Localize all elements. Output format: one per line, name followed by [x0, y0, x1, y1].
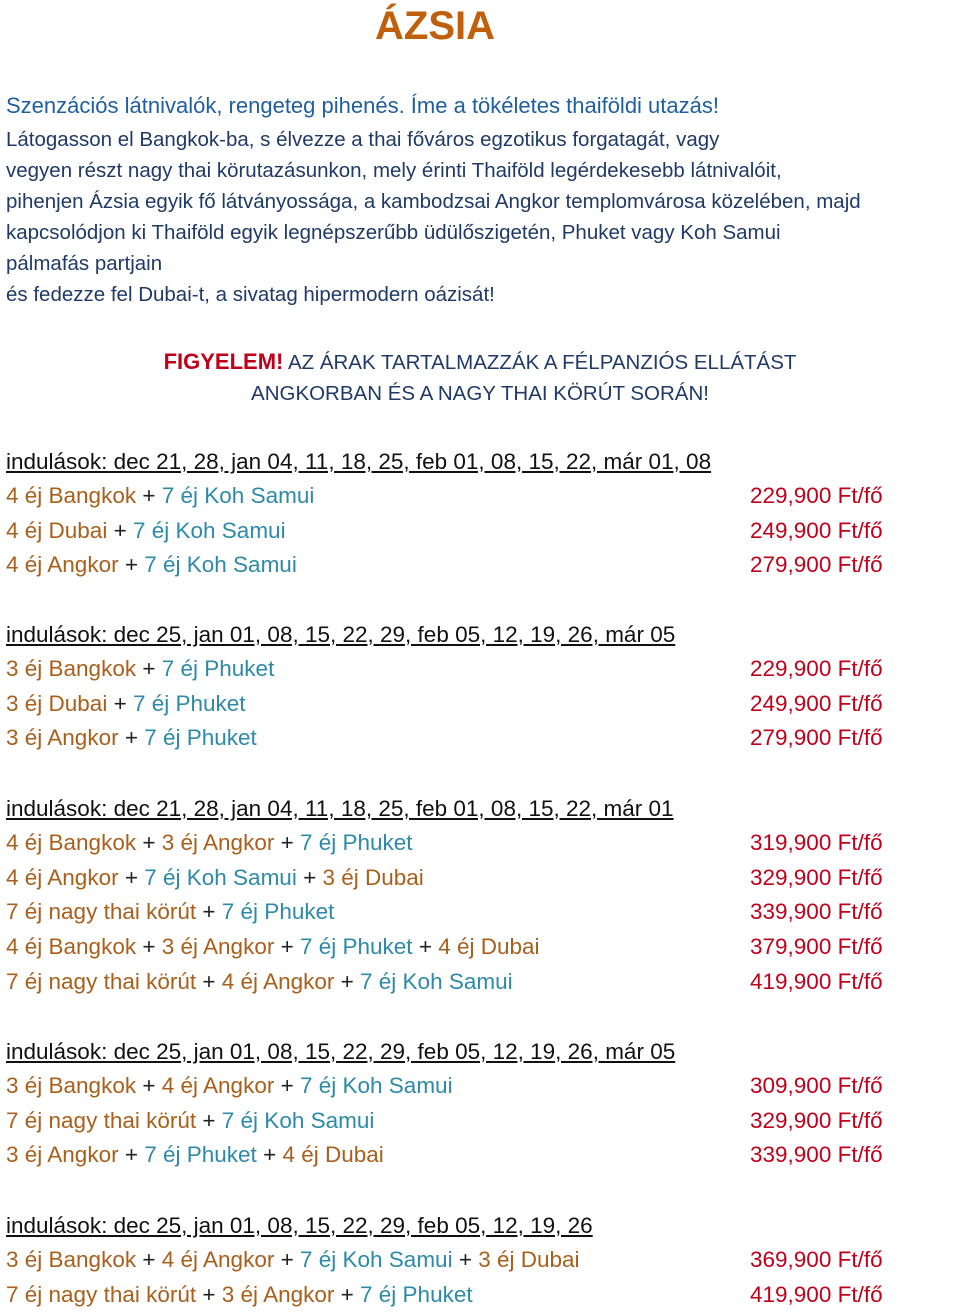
package-part: + — [196, 1281, 222, 1307]
package-part: 3 éj Angkor — [161, 830, 275, 855]
package-name — [6, 552, 297, 577]
departure-dates: indulások: dec 25, jan 01, 08, 15, 22, 29, feb 05, 12, 19, 26, már 05 — [6, 1039, 676, 1064]
package-name — [6, 934, 540, 959]
package-part: 7 éj nagy thai körút — [6, 968, 197, 994]
package-part: 3 éj Bangkok — [6, 656, 137, 681]
package-name — [6, 1142, 384, 1167]
package-part: 3 éj Bangkok — [6, 1073, 137, 1098]
package-name — [6, 1282, 473, 1307]
departure-section — [6, 1209, 956, 1312]
package-part: + — [274, 934, 300, 960]
package-row — [6, 861, 956, 896]
package-part: 7 éj Koh Samui — [360, 968, 513, 994]
package-part: + — [334, 968, 361, 994]
package-part: 7 éj Phuket — [221, 899, 335, 925]
package-row — [6, 1243, 956, 1278]
intro-line: pihenjen Ázsia egyik fő látványossága, a kambodzsai Angkor templomvárosa közelében, majd — [6, 190, 861, 213]
package-part: + — [196, 899, 222, 925]
package-row — [6, 965, 956, 1000]
package-part: + — [118, 864, 145, 890]
package-part: 4 éj Dubai — [6, 517, 108, 543]
package-name — [6, 656, 274, 681]
package-name — [6, 865, 424, 890]
package-price: 319,900 Ft/fő — [750, 830, 883, 855]
package-part: + — [196, 968, 222, 994]
package-part: 7 éj Koh Samui — [144, 864, 297, 890]
package-part: + — [296, 864, 323, 890]
package-part: + — [118, 725, 145, 751]
page-title: ÁZSIA — [375, 4, 495, 48]
package-part: 7 éj Phuket — [299, 934, 413, 960]
package-part: + — [136, 1073, 162, 1098]
intro-lead: Szenzációs látnivalók, rengeteg pihenés. Íme a tökéletes thaiföldi utazás! — [6, 93, 719, 118]
package-part: + — [118, 552, 145, 578]
package-part: 4 éj Angkor — [221, 968, 335, 994]
package-part: + — [274, 1073, 300, 1098]
departure-section — [6, 445, 956, 583]
package-part: 4 éj Angkor — [161, 1247, 275, 1272]
package-part: 4 éj Bangkok — [6, 934, 137, 960]
package-row — [6, 687, 956, 722]
package-name — [6, 1073, 453, 1098]
package-part: 7 éj Koh Samui — [132, 517, 286, 543]
departure-section — [6, 792, 956, 999]
package-part: + — [136, 656, 162, 681]
package-row — [6, 1104, 956, 1139]
package-price: 339,900 Ft/fő — [750, 1142, 883, 1168]
intro-line: Látogasson el Bangkok-ba, s élvezze a thai főváros egzotikus forgatagát, vagy — [6, 128, 720, 151]
package-part: 7 éj Phuket — [299, 830, 413, 855]
notice-warning: FIGYELEM! — [163, 349, 284, 374]
package-part: 3 éj Angkor — [161, 934, 275, 960]
package-part: 3 éj Angkor — [221, 1281, 335, 1307]
package-price: 419,900 Ft/fő — [750, 1281, 883, 1307]
package-row — [6, 1138, 956, 1173]
intro-body — [6, 124, 960, 310]
package-part: + — [136, 934, 162, 960]
package-name — [6, 691, 246, 716]
package-part: 4 éj Bangkok — [6, 830, 137, 855]
package-part: + — [256, 1142, 283, 1168]
package-name — [6, 830, 413, 855]
package-part: 7 éj Phuket — [144, 725, 257, 751]
package-name — [6, 969, 513, 994]
package-row — [6, 895, 956, 930]
package-part: 7 éj Phuket — [144, 1142, 257, 1168]
package-row — [6, 1069, 956, 1104]
package-price: 249,900 Ft/fő — [750, 517, 883, 543]
package-part: + — [452, 1247, 479, 1272]
package-price: 249,900 Ft/fő — [750, 690, 883, 716]
package-price: 279,900 Ft/fő — [750, 552, 883, 578]
package-part: 4 éj Dubai — [438, 934, 540, 960]
package-price: 379,900 Ft/fő — [750, 934, 883, 960]
package-part: 7 éj Koh Samui — [299, 1247, 453, 1272]
package-name — [6, 483, 314, 508]
package-price: 309,900 Ft/fő — [750, 1073, 883, 1098]
departure-dates: indulások: dec 21, 28, jan 04, 11, 18, 25, feb 01, 08, 15, 22, már 01, 08 — [6, 449, 712, 474]
package-part: + — [412, 934, 439, 960]
package-row — [6, 652, 956, 687]
package-part: 3 éj Dubai — [322, 864, 424, 890]
intro-line: pálmafás partjain — [6, 252, 163, 275]
package-price: 329,900 Ft/fő — [750, 1107, 883, 1133]
package-row — [6, 548, 956, 583]
package-row — [6, 826, 956, 861]
package-part: 4 éj Angkor — [161, 1073, 275, 1098]
package-row — [6, 930, 956, 965]
package-row — [6, 514, 956, 549]
package-part: 3 éj Angkor — [6, 1142, 119, 1168]
package-part: 4 éj Angkor — [6, 864, 119, 890]
package-name — [6, 725, 257, 750]
package-part: + — [274, 1247, 300, 1272]
package-part: 4 éj Bangkok — [6, 483, 137, 508]
package-part: + — [107, 690, 133, 716]
package-part: + — [118, 1142, 145, 1168]
intro-line: kapcsolódjon ki Thaiföld egyik legnépszerűbb üdülőszigetén, Phuket vagy Koh Samui — [6, 221, 781, 244]
package-part: 3 éj Dubai — [478, 1247, 580, 1272]
package-part: 7 éj nagy thai körút — [6, 1281, 197, 1307]
package-part: + — [274, 830, 300, 855]
package-price: 339,900 Ft/fő — [750, 899, 883, 925]
package-name — [6, 1108, 374, 1133]
package-part: 7 éj Koh Samui — [144, 552, 297, 578]
package-part: 7 éj Phuket — [360, 1281, 473, 1307]
package-name — [6, 899, 334, 924]
package-part: 7 éj nagy thai körút — [6, 1107, 197, 1133]
package-part: + — [334, 1281, 361, 1307]
package-part: 3 éj Dubai — [6, 690, 108, 716]
package-part: 7 éj Koh Samui — [221, 1107, 375, 1133]
package-row — [6, 479, 956, 514]
package-price: 419,900 Ft/fő — [750, 968, 883, 994]
package-part: 3 éj Bangkok — [6, 1247, 137, 1272]
package-name — [6, 518, 286, 543]
intro-line: és fedezze fel Dubai-t, a sivatag hipermodern oázisát! — [6, 283, 495, 306]
package-price: 279,900 Ft/fő — [750, 725, 883, 751]
package-part: + — [136, 1247, 162, 1272]
package-name — [6, 1247, 580, 1272]
package-part: + — [136, 483, 162, 508]
package-part: 4 éj Dubai — [282, 1142, 384, 1168]
package-part: 7 éj Koh Samui — [161, 483, 315, 508]
package-part: 7 éj Phuket — [132, 690, 246, 716]
package-part: 7 éj Phuket — [161, 656, 275, 681]
package-price: 229,900 Ft/fő — [750, 656, 883, 681]
package-part: 7 éj nagy thai körút — [6, 899, 197, 925]
package-part: + — [196, 1107, 222, 1133]
package-part: + — [107, 517, 133, 543]
package-part: 3 éj Angkor — [6, 725, 119, 751]
notice-line-1: AZ ÁRAK TARTALMAZZÁK A FÉLPANZIÓS ELLÁTÁST — [283, 351, 797, 374]
departure-dates: indulások: dec 25, jan 01, 08, 15, 22, 29, feb 05, 12, 19, 26, már 05 — [6, 622, 676, 647]
departure-section — [6, 1035, 956, 1173]
package-price: 229,900 Ft/fő — [750, 483, 883, 508]
intro-line: vegyen részt nagy thai körutazásunkon, mely érinti Thaiföld legérdekesebb látnivalóit, — [6, 159, 782, 182]
notice-line-2: ANGKORBAN ÉS A NAGY THAI KÖRÚT SORÁN! — [251, 382, 709, 405]
package-part: 7 éj Koh Samui — [299, 1073, 453, 1098]
package-row — [6, 1278, 956, 1313]
package-price: 369,900 Ft/fő — [750, 1247, 883, 1272]
departure-dates: indulások: dec 21, 28, jan 04, 11, 18, 25, feb 01, 08, 15, 22, már 01 — [6, 796, 674, 821]
package-row — [6, 721, 956, 756]
package-part: + — [136, 830, 162, 855]
departure-section — [6, 618, 956, 756]
notice — [0, 346, 960, 409]
departure-dates: indulások: dec 25, jan 01, 08, 15, 22, 29, feb 05, 12, 19, 26 — [6, 1213, 593, 1238]
package-part: 4 éj Angkor — [6, 552, 119, 578]
package-price: 329,900 Ft/fő — [750, 864, 883, 890]
